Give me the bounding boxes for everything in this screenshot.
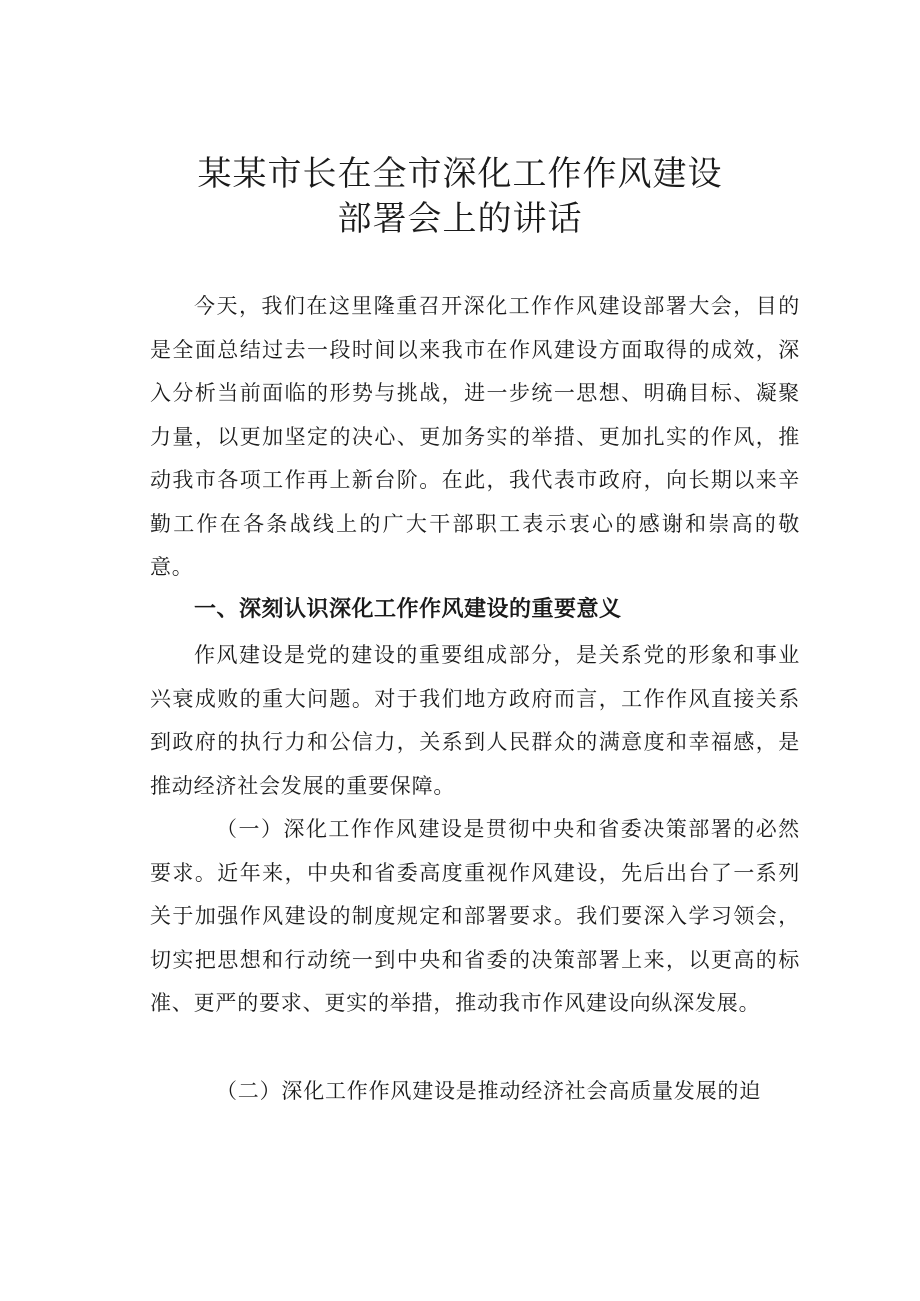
section-heading-1: 一、深刻认识深化工作作风建设的重要意义 — [194, 597, 622, 622]
section-1-point-1-paragraph: （一）深化工作作风建设是贯彻中央和省委决策部署的必然要求。近年来，中央和省委高度重视作风建设，先后出台了一系列关于加强作风建设的制度规定和部署要求。我们要深入学习领会，切实把思想和行动统一到中央和省委的决策部署上来，以更高的标准、更严的要求、更实的举措，推动我市作风建设向纵深发展。 — [150, 817, 800, 1015]
section-1-point-2-paragraph: （二）深化工作作风建设是推动经济社会高质量发展的迫 — [216, 1079, 761, 1103]
document-title-line-1: 某某市长在全市深化工作作风建设 — [197, 154, 723, 194]
section-1-intro-paragraph: 作风建设是党的建设的重要组成部分，是关系党的形象和事业兴衰成败的重大问题。对于我们地方政府而言，工作作风直接关系到政府的执行力和公信力，关系到人民群众的满意度和幸福感，是推动经济社会发展的重要保障。 — [150, 643, 800, 798]
opening-paragraph: 今天，我们在这里隆重召开深化工作作风建设部署大会，目的是全面总结过去一段时间以来我市在作风建设方面取得的成效，深入分析当前面临的形势与挑战，进一步统一思想、明确目标、凝聚力量，以更加坚定的决心、更加务实的举措、更加扎实的作风，推动我市各项工作再上新台阶。在此，我代表市政府，向长期以来辛勤工作在各条战线上的广大干部职工表示衷心的感谢和崇高的敬意。 — [150, 294, 800, 579]
document-title-line-2: 部署会上的讲话 — [337, 199, 583, 239]
